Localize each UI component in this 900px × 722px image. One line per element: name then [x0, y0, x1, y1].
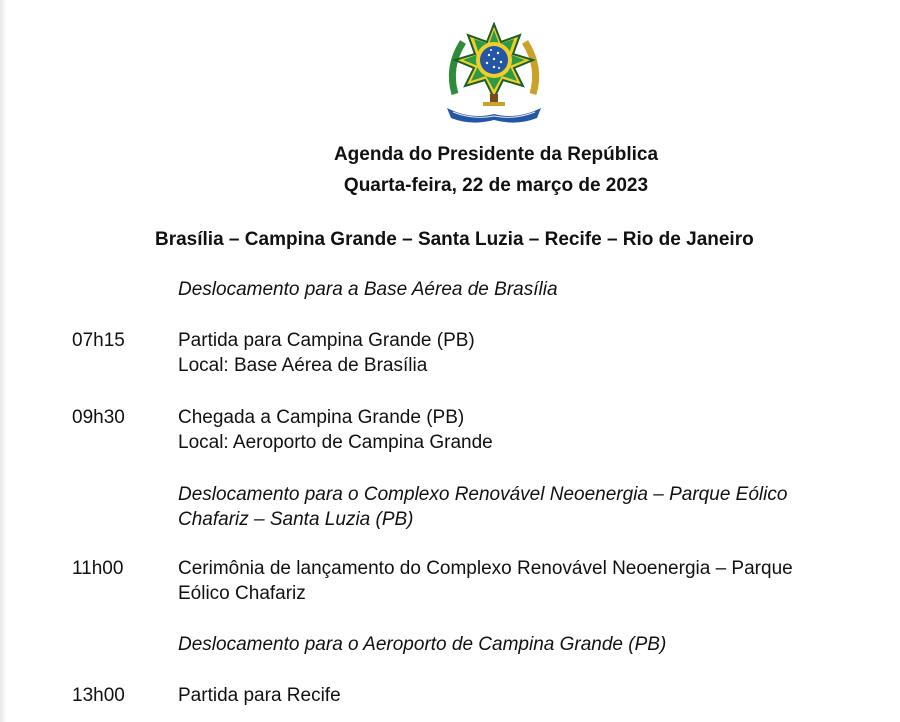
page-edge-shadow [0, 0, 7, 722]
event-location: Local: Aeroporto de Campina Grande [178, 432, 493, 453]
travel-note: Deslocamento para a Base Aérea de Brasília [178, 279, 558, 300]
travel-note: Deslocamento para o Aeroporto de Campina Grande (PB) [178, 634, 667, 655]
event-description: Partida para Recife [178, 685, 341, 706]
event-location: Local: Base Aérea de Brasília [178, 355, 428, 376]
route-heading: Brasília – Campina Grande – Santa Luzia – Recife – Rio de Janeiro [155, 229, 754, 250]
event-time: 07h15 [72, 330, 125, 351]
event-description-continued: Eólico Chafariz [178, 583, 306, 604]
page-title: Agenda do Presidente da República [333, 144, 659, 165]
coat-of-arms-of-brazil-icon [441, 22, 547, 126]
event-description: Cerimônia de lançamento do Complexo Renovável Neoenergia – Parque [178, 558, 793, 579]
event-time: 13h00 [72, 685, 125, 706]
event-time: 09h30 [72, 407, 125, 428]
event-description: Chegada a Campina Grande (PB) [178, 407, 465, 428]
page-date: Quarta-feira, 22 de março de 2023 [343, 175, 649, 196]
travel-note-continued: Chafariz – Santa Luzia (PB) [178, 509, 414, 530]
event-time: 11h00 [72, 558, 124, 579]
event-description: Partida para Campina Grande (PB) [178, 330, 475, 351]
travel-note: Deslocamento para o Complexo Renovável Neoenergia – Parque Eólico [178, 484, 788, 505]
